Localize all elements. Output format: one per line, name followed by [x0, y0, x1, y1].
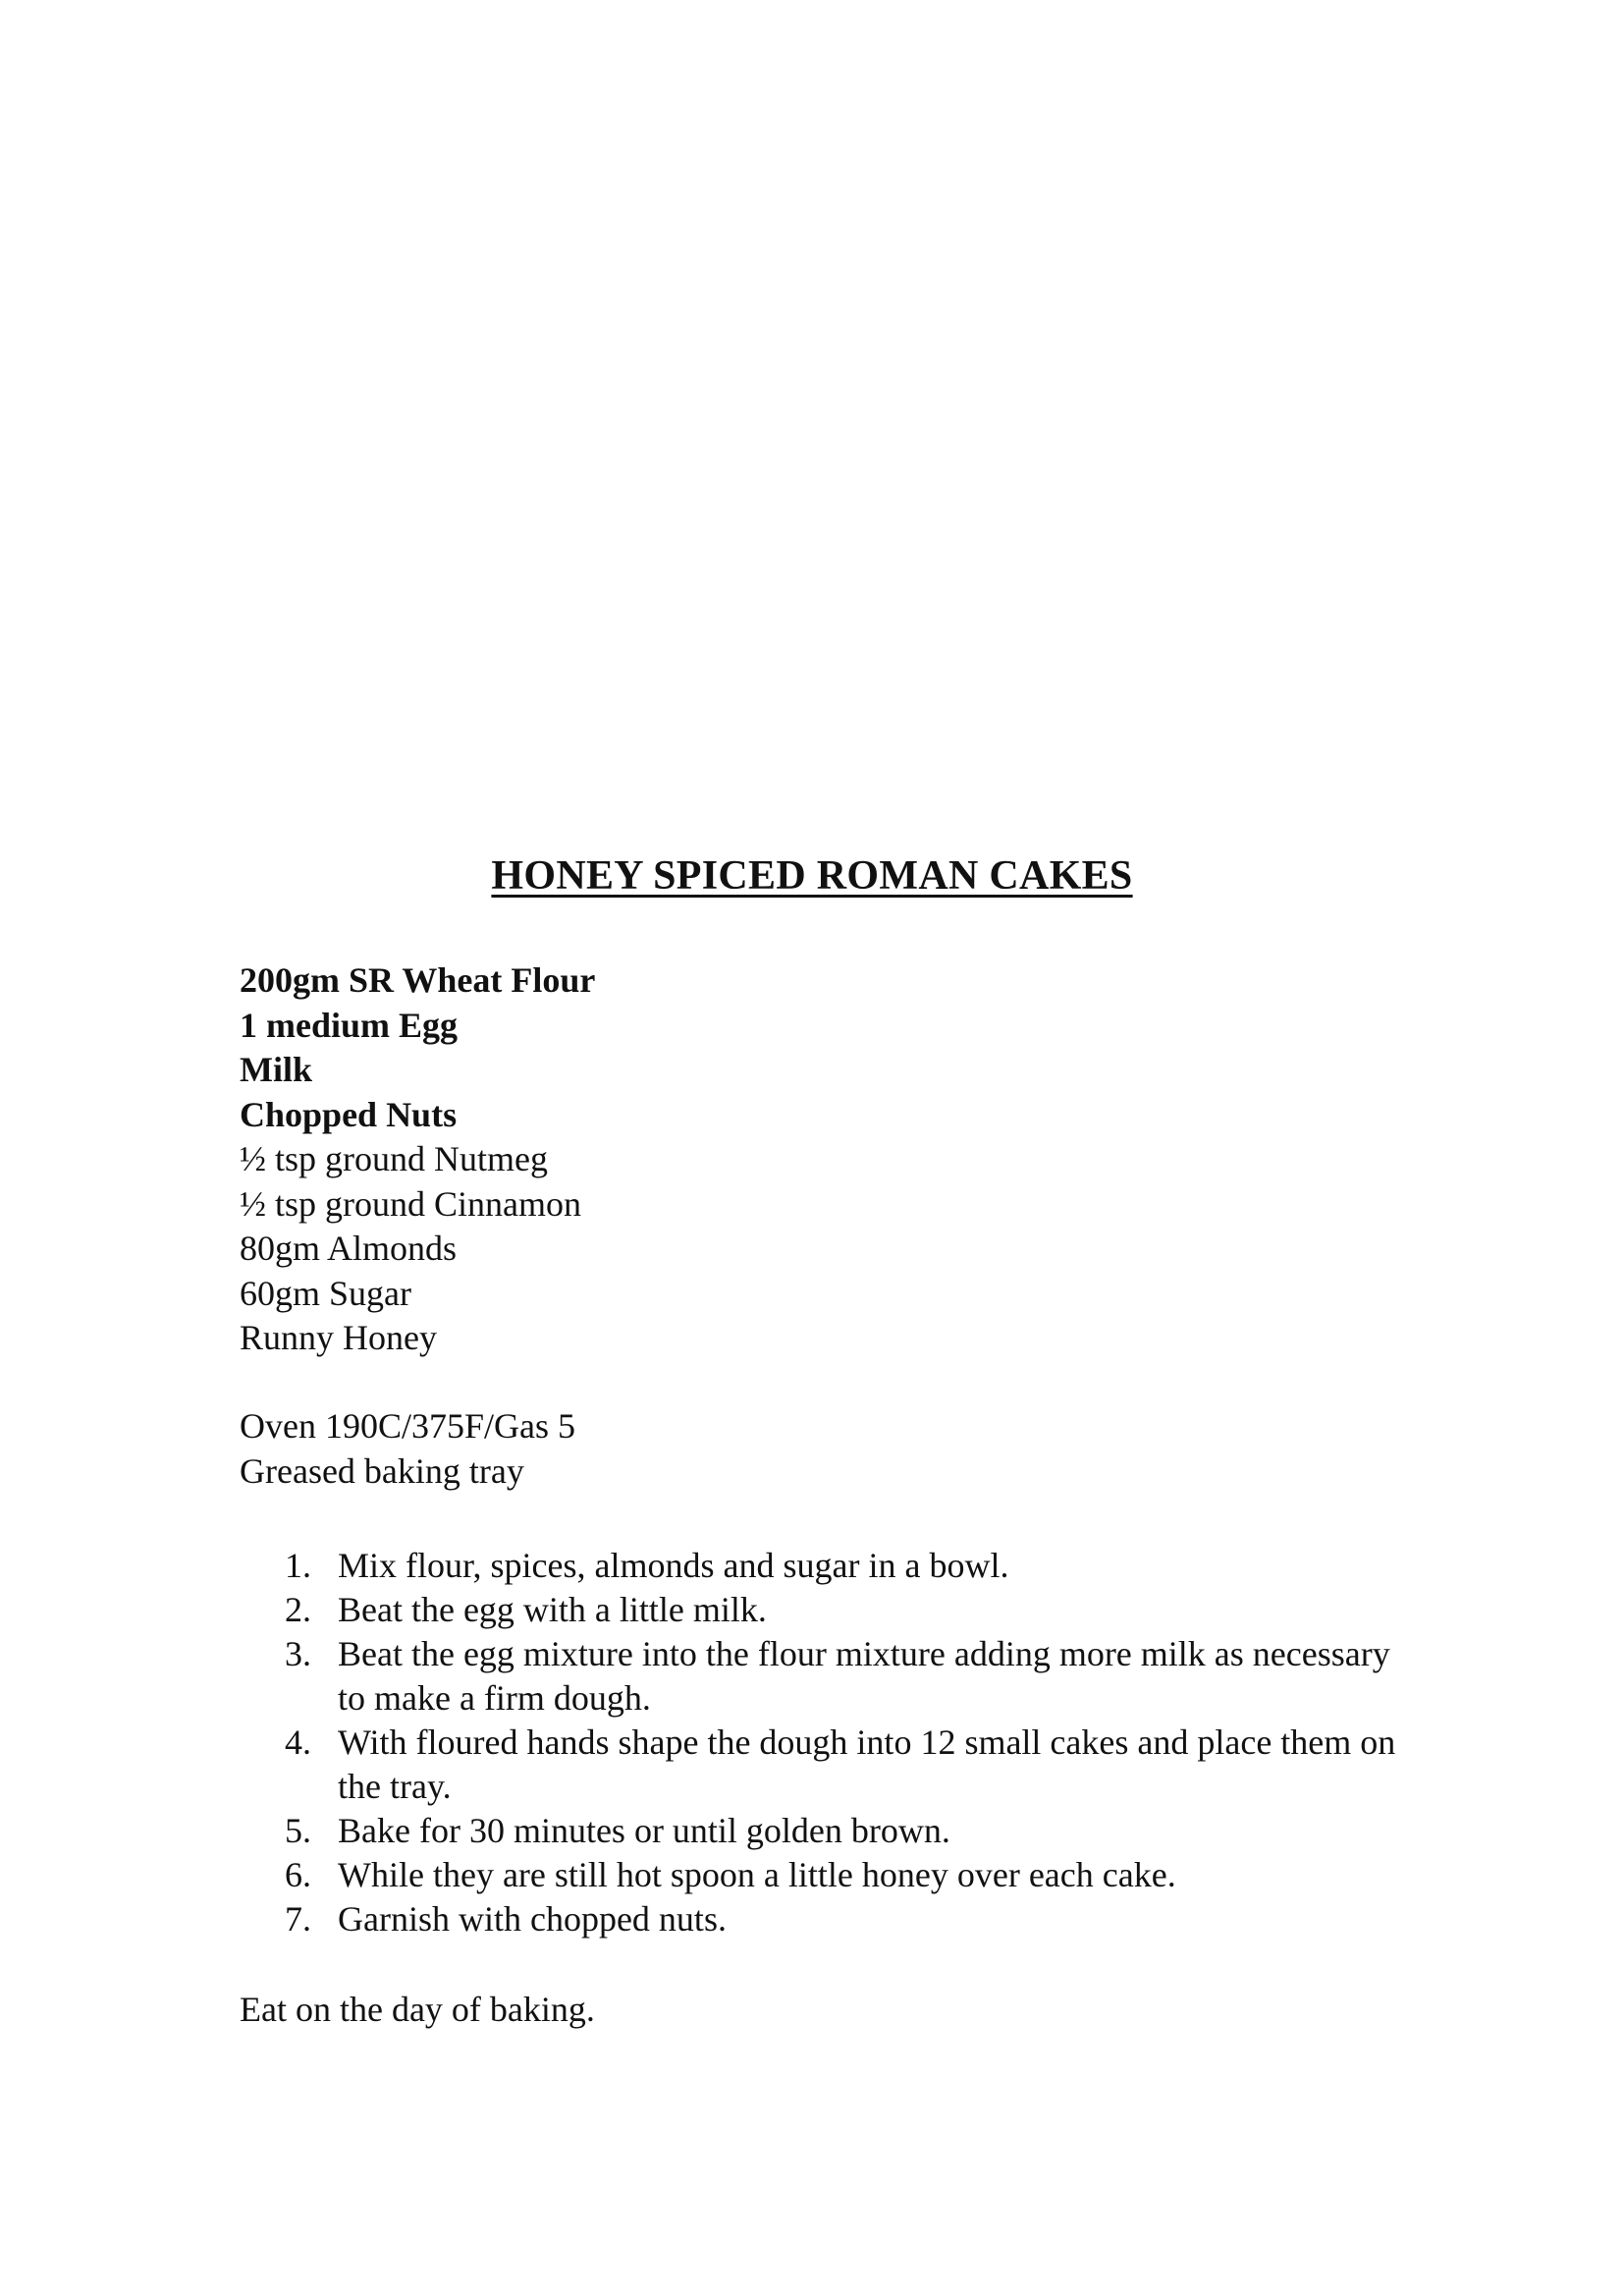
ingredient-item: 200gm SR Wheat Flour [240, 960, 596, 1000]
step-text: Garnish with chopped nuts. [338, 1899, 727, 1939]
step-item [240, 1853, 1398, 1897]
step-item [240, 1721, 1398, 1809]
step-text: While they are still hot spoon a little honey over each cake. [338, 1855, 1176, 1894]
step-number: 3. [285, 1634, 311, 1673]
step-text: Beat the egg mixture into the flour mixture adding more milk as necessary to make a firm dough. [338, 1634, 1390, 1718]
ingredient-item: Chopped Nuts [240, 1094, 458, 1134]
step-text: Bake for 30 minutes or until golden brown. [338, 1811, 950, 1850]
ingredient-item: 80gm Almonds [240, 1229, 458, 1268]
step-number: 2. [285, 1590, 311, 1629]
step-text: Beat the egg with a little milk. [338, 1590, 767, 1629]
step-item [240, 1544, 1398, 1588]
step-number: 7. [285, 1899, 311, 1939]
recipe-title: HONEY SPICED ROMAN CAKES [491, 853, 1133, 899]
step-item [240, 1897, 1398, 1941]
ingredient-item: 1 medium Egg [240, 1005, 459, 1045]
step-text: With floured hands shape the dough into 12 small cakes and place them on the tray. [338, 1722, 1396, 1806]
ingredient-item: 60gm Sugar [240, 1273, 411, 1313]
serving-note: Eat on the day of baking. [240, 1990, 595, 2029]
ingredient-item: Milk [240, 1050, 313, 1089]
baking-tray-note: Greased baking tray [240, 1450, 524, 1491]
ingredient-list [240, 958, 595, 1361]
step-number: 6. [285, 1855, 311, 1894]
step-item [240, 1632, 1398, 1721]
step-text: Mix flour, spices, almonds and sugar in a bowl. [338, 1546, 1009, 1585]
ingredient-item: ½ tsp ground Nutmeg [240, 1139, 548, 1178]
step-number: 1. [285, 1546, 311, 1585]
ingredient-item: ½ tsp ground Cinnamon [240, 1183, 581, 1224]
step-number: 5. [285, 1811, 311, 1850]
oven-settings [240, 1404, 575, 1494]
ingredient-item: Runny Honey [240, 1318, 437, 1357]
step-item [240, 1588, 1398, 1632]
oven-temperature: Oven 190C/375F/Gas 5 [240, 1406, 575, 1446]
step-number: 4. [285, 1722, 311, 1762]
step-item [240, 1809, 1398, 1853]
method-steps [240, 1544, 1398, 1941]
